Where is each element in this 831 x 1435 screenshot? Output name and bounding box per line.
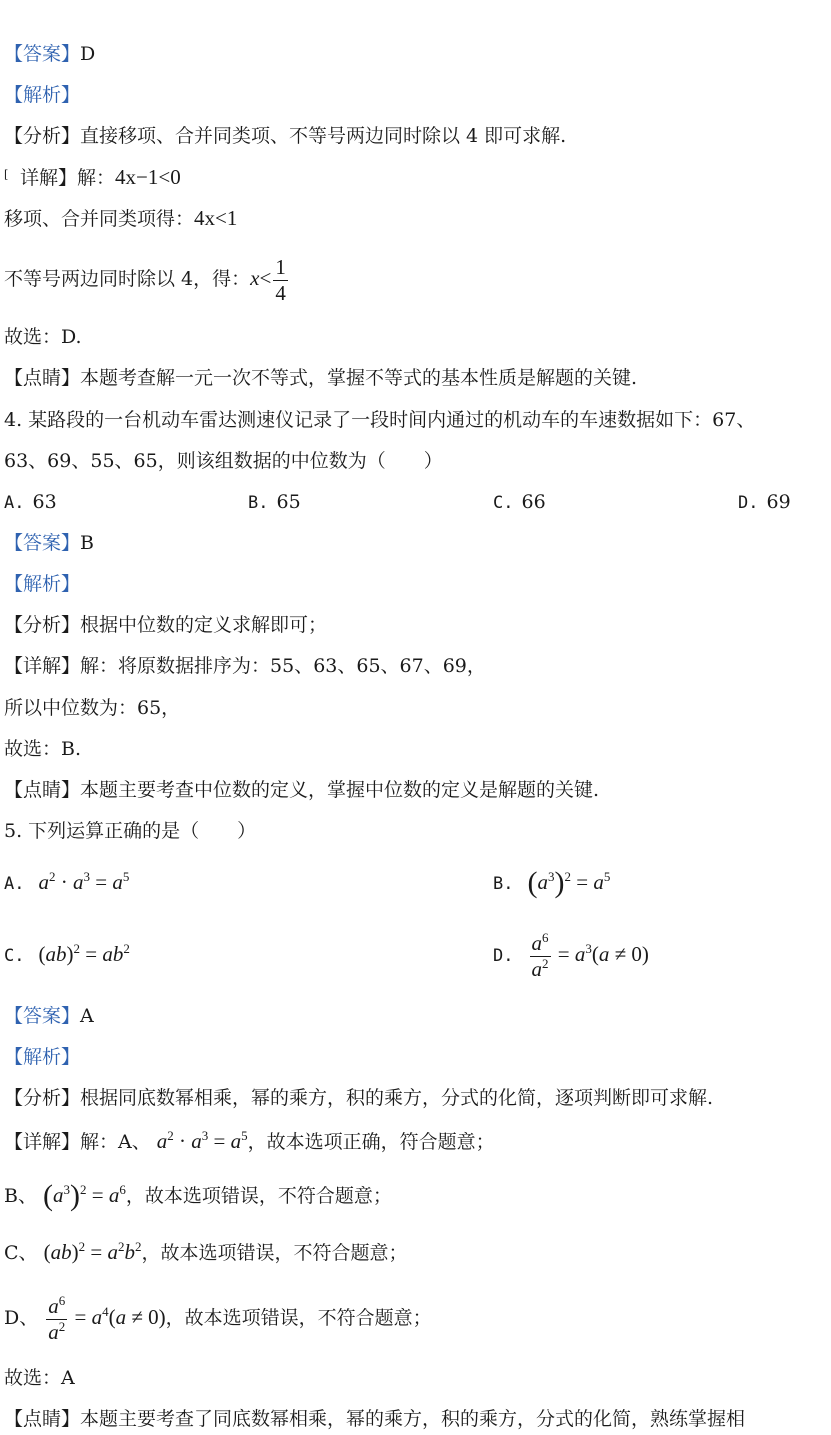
q3-answer-row	[4, 42, 95, 66]
q5-option-d	[493, 922, 649, 988]
detail-c-note: ，故本选项错误，不符合题意；	[141, 1242, 408, 1264]
option-value: 66	[521, 491, 546, 513]
q4-stem-line2: 63、69、55、65，则该组数据的中位数为（ ）	[4, 450, 443, 472]
detail-d-note: ，故本选项错误，不符合题意；	[165, 1307, 432, 1329]
dianjing-text: 本题主要考查中位数的定义，掌握中位数的定义是解题的关键.	[80, 779, 600, 801]
q3-step1-row	[4, 206, 237, 231]
q4-answer-row	[4, 531, 94, 555]
q5-option-b	[493, 866, 611, 899]
fenxi-text: 根据同底数幂相乘，幂的乘方，积的乘方，分式的化简，逐项判断即可求解.	[80, 1087, 714, 1109]
option-value: 65	[276, 491, 301, 513]
detail-c-formula: $(ab)^2 = a^2b^2$	[43, 1239, 142, 1264]
option-label: D.	[493, 946, 514, 966]
xiangjie-lead: 解：	[77, 167, 116, 189]
step1-expr: 4x<1	[194, 206, 238, 230]
q3-choice: 故选：D.	[4, 326, 82, 348]
step1-text: 移项、合并同类项得：	[4, 208, 195, 230]
q5-dianjing-row	[4, 1407, 745, 1431]
q4-dianjing-row	[4, 778, 599, 802]
xiangjie-tag: 【详解】	[4, 655, 81, 677]
q4-option-c	[493, 490, 546, 515]
xiangjie-lead: 解：A、	[80, 1131, 151, 1153]
q3-xiangjie-row	[20, 165, 181, 190]
q4-stem-line1: 4. 某路段的一台机动车雷达测速仪记录了一段时间内通过的机动车的车速数据如下：67、	[4, 409, 756, 431]
q4-option-a	[4, 490, 57, 515]
q4-option-b	[248, 490, 301, 515]
option-value: 63	[32, 491, 57, 513]
q5-option-a	[4, 870, 129, 896]
option-c-formula: $(ab)^2 = ab^2$	[38, 941, 130, 966]
q5-analysis-tag: 【解析】	[4, 1046, 81, 1068]
dianjing-text: 本题考查解一元一次不等式，掌握不等式的基本性质是解题的关键.	[80, 367, 638, 389]
answer-tag: 【答案】	[4, 532, 81, 554]
q4-analysis-tag: 【解析】	[4, 573, 81, 595]
fraction-numerator: 1	[275, 254, 286, 279]
fenxi-tag: 【分析】	[4, 1087, 81, 1109]
option-label: B.	[248, 493, 269, 513]
option-label: C.	[4, 946, 25, 966]
option-label: C.	[493, 493, 514, 513]
fenxi-tag: 【分析】	[4, 614, 81, 636]
q5-detail-b-row	[4, 1179, 392, 1212]
detail-a-note: ，故本选项正确，符合题意；	[247, 1131, 495, 1153]
answer-tag: 【答案】	[4, 43, 81, 65]
fenxi-tag: 【分析】	[4, 125, 81, 147]
dianjing-tag: 【点睛】	[4, 367, 81, 389]
step2-fraction	[273, 254, 288, 305]
step2-text: 不等号两边同时除以 4，得：	[4, 268, 251, 290]
q5-detail-d-row	[4, 1285, 432, 1350]
detail-d-formula: $\frac{a^6}{a^2}$ = $a^4(a \ne 0)$	[48, 1292, 166, 1344]
option-label: A.	[4, 874, 25, 894]
xiangjie-tag: 详解】	[20, 167, 78, 189]
xiangjie-text: 解：将原数据排序为：55、63、65、67、69，	[80, 655, 486, 677]
q3-analysis-tag: 【解析】	[4, 84, 81, 106]
detail-b-formula: $(a^3)^2 = a^6$	[43, 1179, 126, 1212]
fenxi-text: 根据中位数的定义求解即可；	[80, 614, 328, 636]
step2-var: x	[250, 266, 260, 290]
detail-b-lead: B、	[4, 1185, 37, 1207]
answer-value: D	[80, 43, 96, 65]
q5-choice: 故选：A	[4, 1367, 75, 1389]
fraction-denominator: 4	[275, 280, 286, 305]
q3-dianjing-row	[4, 366, 637, 390]
option-a-formula: $a^2 \cdot a^3 = a^5$	[38, 869, 130, 894]
fenxi-text: 直接移项、合并同类项、不等号两边同时除以 4 即可求解.	[80, 125, 567, 147]
detail-d-lead: D、	[4, 1307, 39, 1329]
option-value: 69	[766, 491, 791, 513]
answer-tag: 【答案】	[4, 1005, 81, 1027]
xiangjie-tag: 【详解】	[4, 1131, 81, 1153]
detail-b-note: ，故本选项错误，不符合题意；	[125, 1185, 392, 1207]
detail-a-formula: $a^2 \cdot a^3 = a^5$	[156, 1128, 248, 1153]
step2-op: <	[259, 266, 272, 290]
option-label: D.	[738, 493, 759, 513]
dianjing-tag: 【点睛】	[4, 1408, 81, 1430]
q5-detail-c-row	[4, 1240, 407, 1265]
q4-choice: 故选：B.	[4, 738, 82, 760]
q3-step2-row	[4, 248, 290, 309]
q3-fenxi-row	[4, 124, 566, 148]
option-label: B.	[493, 874, 514, 894]
q5-option-c	[4, 942, 130, 968]
q5-stem: 5. 下列运算正确的是（ ）	[4, 820, 257, 842]
answer-value: B	[80, 532, 94, 554]
q4-fenxi-row	[4, 613, 327, 637]
stray-mark: [	[4, 168, 9, 181]
q4-xiangjie-row	[4, 654, 486, 678]
dianjing-text: 本题主要考查了同底数幂相乘，幂的乘方，积的乘方，分式的化简，熟练掌握相	[80, 1408, 746, 1430]
q4-step1: 所以中位数为：65，	[4, 697, 181, 719]
xiangjie-expr: 4x−1<0	[115, 165, 181, 189]
option-b-formula: $(a^3)^2 = a^5$	[527, 866, 611, 899]
q5-xiangjie-row	[4, 1129, 495, 1154]
option-label: A.	[4, 493, 25, 513]
answer-value: A	[80, 1005, 94, 1027]
dianjing-tag: 【点睛】	[4, 779, 81, 801]
q4-option-d	[738, 490, 791, 515]
detail-c-lead: C、	[4, 1242, 38, 1264]
option-d-formula: $\frac{a^6}{a^2}$ = $a^3(a \ne 0)$	[531, 929, 649, 981]
q5-fenxi-row	[4, 1086, 713, 1110]
q5-answer-row	[4, 1004, 94, 1028]
